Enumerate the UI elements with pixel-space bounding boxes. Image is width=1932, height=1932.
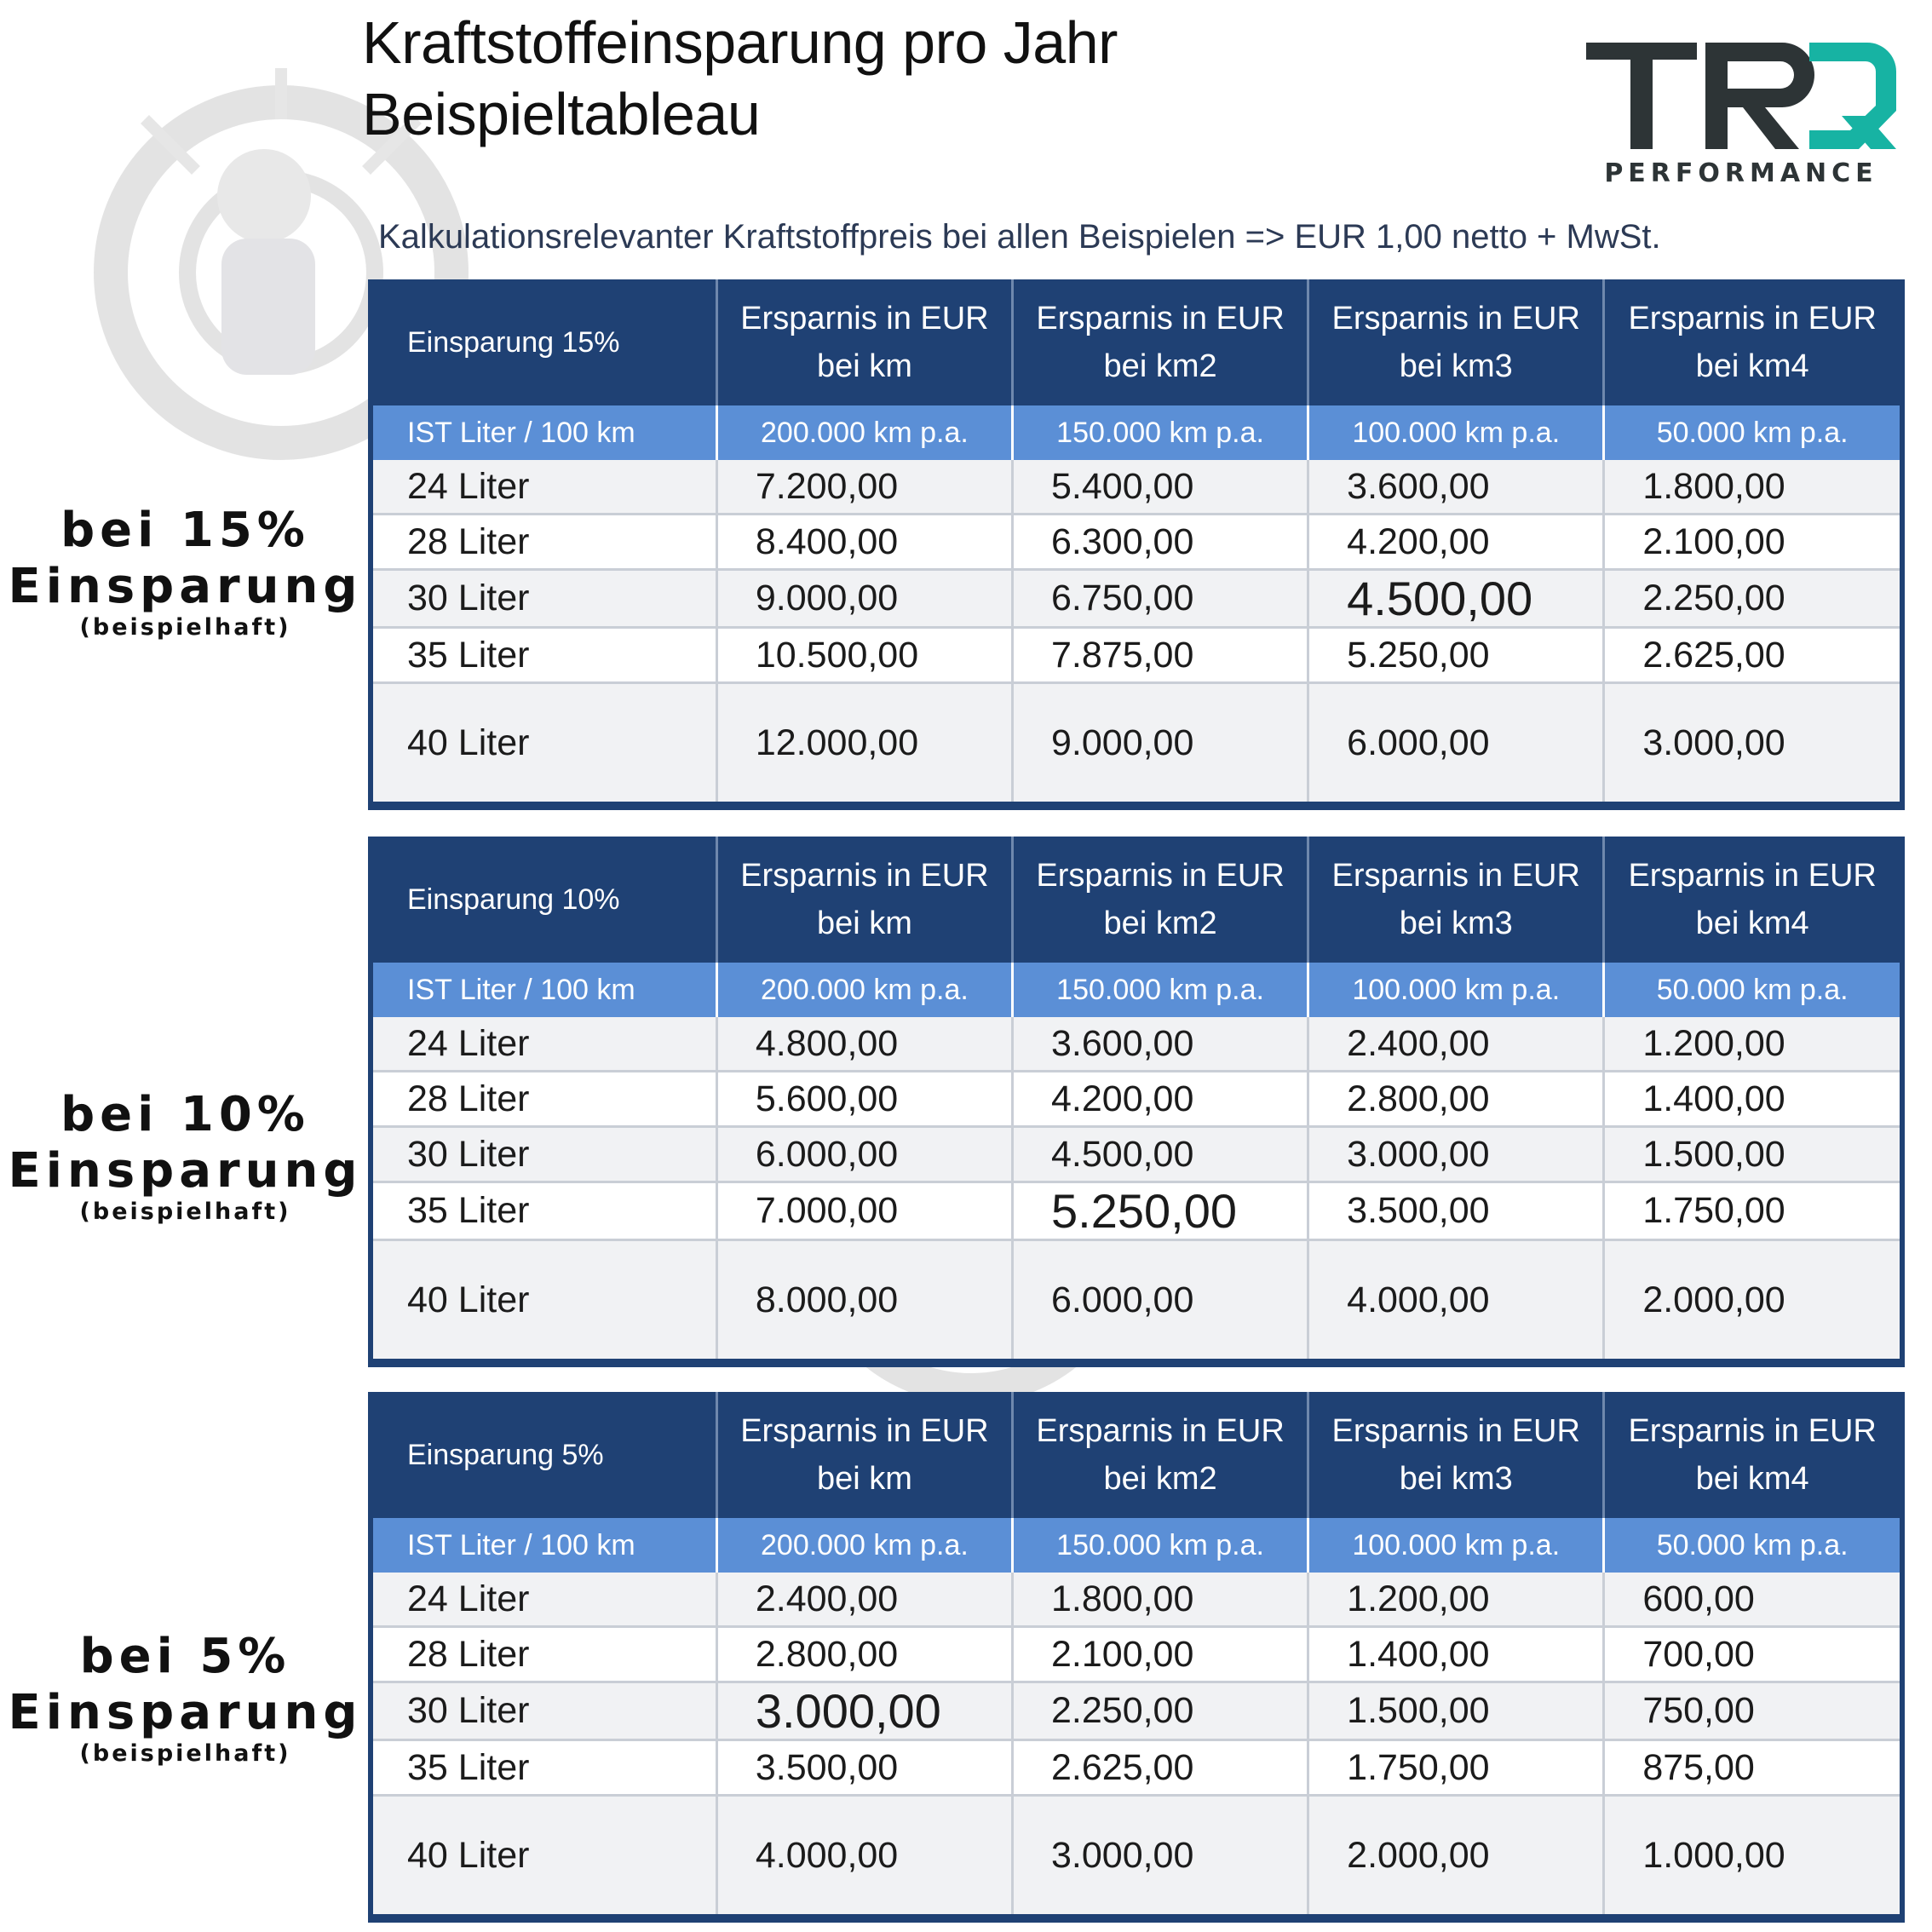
subheader-cell: 50.000 km p.a. [1604,1518,1900,1573]
table-cell: 30 Liter [373,1127,716,1182]
highlighted-cell: 4.500,00 [1308,570,1604,628]
table-cell: 10.500,00 [716,628,1012,683]
table-cell: 40 Liter [373,683,716,802]
subheader-cell: 100.000 km p.a. [1308,1518,1604,1573]
table-row [373,1740,1900,1796]
table-cell: 2.250,00 [1604,570,1900,628]
title-line-2: Beispieltableau [362,81,761,147]
column-header: Ersparnis in EUR bei km2 [1013,279,1308,405]
table-cell: 35 Liter [373,1182,716,1240]
table-corner-label: Einsparung 10% [373,837,716,963]
subheader-cell: 150.000 km p.a. [1013,1518,1308,1573]
table-cell: 6.000,00 [716,1127,1012,1182]
table-cell: 1.200,00 [1604,1017,1900,1072]
table-cell: 7.000,00 [716,1182,1012,1240]
table-cell: 1.200,00 [1308,1573,1604,1627]
table-cell: 1.500,00 [1308,1682,1604,1740]
table-cell: 3.000,00 [1308,1127,1604,1182]
subheader-cell: IST Liter / 100 km [373,963,716,1017]
column-header: Ersparnis in EUR bei km3 [1308,837,1604,963]
table-cell: 7.875,00 [1013,628,1308,683]
table-cell: 28 Liter [373,1072,716,1127]
table-cell: 1.400,00 [1604,1072,1900,1127]
page-title [362,7,1118,150]
logo-wordmark: PERFORMANCE [1604,158,1878,188]
column-header: Ersparnis in EUR bei km4 [1604,837,1900,963]
table-row [373,1796,1900,1915]
table-cell: 4.500,00 [1013,1127,1308,1182]
table-cell: 8.400,00 [716,515,1012,570]
table-cell: 4.200,00 [1308,515,1604,570]
savings-table-5 [368,1392,1905,1923]
table-row [373,1182,1900,1240]
table-cell: 4.000,00 [716,1796,1012,1915]
column-header: Ersparnis in EUR bei km4 [1604,279,1900,405]
table-cell: 12.000,00 [716,683,1012,802]
table-cell: 3.600,00 [1308,460,1604,515]
side-label-line3: (beispielhaft) [79,1740,291,1767]
table-row [373,570,1900,628]
table-cell: 1.500,00 [1604,1127,1900,1182]
subheader-cell: 50.000 km p.a. [1604,963,1900,1017]
subheader-cell: IST Liter / 100 km [373,1518,716,1573]
table-corner-label: Einsparung 15% [373,279,716,405]
column-header: Ersparnis in EUR bei km [716,1392,1012,1518]
subheader-cell: 200.000 km p.a. [716,1518,1012,1573]
table-cell: 24 Liter [373,460,716,515]
table-cell: 24 Liter [373,1017,716,1072]
subheader-cell: 50.000 km p.a. [1604,405,1900,460]
highlighted-cell: 3.000,00 [716,1682,1012,1740]
column-header: Ersparnis in EUR bei km2 [1013,837,1308,963]
table-cell: 6.000,00 [1013,1240,1308,1360]
subheader-cell: 200.000 km p.a. [716,405,1012,460]
side-label-line2: Einsparung [8,559,363,614]
column-header: Ersparnis in EUR bei km3 [1308,279,1604,405]
side-label-10 [0,1087,371,1225]
table-cell: 1.800,00 [1604,460,1900,515]
table-cell: 28 Liter [373,515,716,570]
table-cell: 3.000,00 [1604,683,1900,802]
table-cell: 2.800,00 [1308,1072,1604,1127]
table-cell: 35 Liter [373,628,716,683]
table-cell: 6.300,00 [1013,515,1308,570]
table-cell: 750,00 [1604,1682,1900,1740]
table-cell: 2.625,00 [1604,628,1900,683]
table-cell: 24 Liter [373,1573,716,1627]
table-cell: 9.000,00 [716,570,1012,628]
side-label-15 [0,503,371,641]
highlighted-cell: 5.250,00 [1013,1182,1308,1240]
subheader-cell: 100.000 km p.a. [1308,405,1604,460]
table-cell: 600,00 [1604,1573,1900,1627]
table-row [373,515,1900,570]
table-cell: 6.000,00 [1308,683,1604,802]
table-cell: 2.400,00 [716,1573,1012,1627]
table-row [373,1573,1900,1627]
table-cell: 3.500,00 [1308,1182,1604,1240]
table-cell: 5.400,00 [1013,460,1308,515]
table-row [373,460,1900,515]
table-cell: 2.800,00 [716,1627,1012,1682]
table-cell: 4.200,00 [1013,1072,1308,1127]
table-cell: 35 Liter [373,1740,716,1796]
table-cell: 8.000,00 [716,1240,1012,1360]
side-label-line1: bei 10% [60,1087,310,1142]
side-label-line2: Einsparung [8,1685,363,1740]
subheader-cell: 200.000 km p.a. [716,963,1012,1017]
side-label-line3: (beispielhaft) [79,614,291,641]
table-row [373,1017,1900,1072]
table-cell: 3.000,00 [1013,1796,1308,1915]
savings-table-10 [368,837,1905,1367]
table-cell: 4.800,00 [716,1017,1012,1072]
table-cell: 9.000,00 [1013,683,1308,802]
table-cell: 5.250,00 [1308,628,1604,683]
subtitle: Kalkulationsrelevanter Kraftstoffpreis bei allen Beispielen => EUR 1,00 netto + MwSt. [378,218,1661,256]
table-cell: 875,00 [1604,1740,1900,1796]
title-line-1: Kraftstoffeinsparung pro Jahr [362,9,1118,76]
table-row [373,683,1900,802]
table-cell: 3.500,00 [716,1740,1012,1796]
table-cell: 700,00 [1604,1627,1900,1682]
table-cell: 3.600,00 [1013,1017,1308,1072]
table-row [373,1240,1900,1360]
table-cell: 6.750,00 [1013,570,1308,628]
column-header: Ersparnis in EUR bei km2 [1013,1392,1308,1518]
table-row [373,1127,1900,1182]
column-header: Ersparnis in EUR bei km4 [1604,1392,1900,1518]
table-cell: 1.800,00 [1013,1573,1308,1627]
table-cell: 2.250,00 [1013,1682,1308,1740]
table-cell: 2.100,00 [1604,515,1900,570]
column-header: Ersparnis in EUR bei km [716,837,1012,963]
table-row [373,628,1900,683]
table-cell: 28 Liter [373,1627,716,1682]
side-label-line1: bei 5% [79,1629,291,1684]
side-label-5 [0,1629,371,1767]
table-row [373,1682,1900,1740]
subheader-cell: IST Liter / 100 km [373,405,716,460]
subheader-cell: 150.000 km p.a. [1013,963,1308,1017]
savings-table-15 [368,279,1905,810]
column-header: Ersparnis in EUR bei km3 [1308,1392,1604,1518]
subheader-cell: 150.000 km p.a. [1013,405,1308,460]
side-label-line2: Einsparung [8,1143,363,1199]
table-cell: 2.100,00 [1013,1627,1308,1682]
table-cell: 2.400,00 [1308,1017,1604,1072]
table-cell: 4.000,00 [1308,1240,1604,1360]
table-cell: 2.625,00 [1013,1740,1308,1796]
table-cell: 40 Liter [373,1240,716,1360]
subheader-cell: 100.000 km p.a. [1308,963,1604,1017]
table-cell: 2.000,00 [1308,1796,1604,1915]
table-cell: 5.600,00 [716,1072,1012,1127]
table-cell: 2.000,00 [1604,1240,1900,1360]
table-corner-label: Einsparung 5% [373,1392,716,1518]
table-cell: 40 Liter [373,1796,716,1915]
table-cell: 1.000,00 [1604,1796,1900,1915]
table-row [373,1627,1900,1682]
table-cell: 1.400,00 [1308,1627,1604,1682]
column-header: Ersparnis in EUR bei km [716,279,1012,405]
side-label-line1: bei 15% [60,503,310,558]
table-cell: 1.750,00 [1604,1182,1900,1240]
table-cell: 7.200,00 [716,460,1012,515]
table-row [373,1072,1900,1127]
table-cell: 30 Liter [373,570,716,628]
table-cell: 1.750,00 [1308,1740,1604,1796]
side-label-line3: (beispielhaft) [79,1199,291,1225]
table-cell: 30 Liter [373,1682,716,1740]
